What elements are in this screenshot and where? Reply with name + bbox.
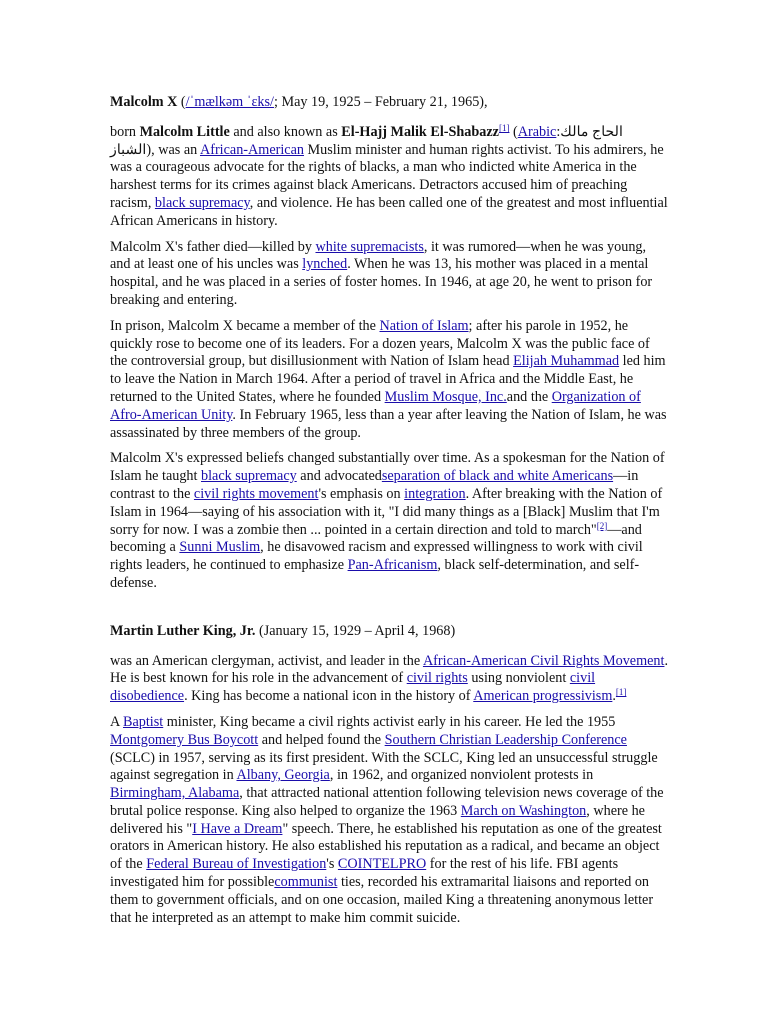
mlk-heading: [110, 623, 670, 641]
text-run: , black self-determination, and self-defense.: [110, 557, 640, 591]
text-run: Malcolm X's expressed beliefs changed substantially over time. As a spokesman for the Nation of Islam he taught: [110, 450, 665, 485]
text-run: . After breaking with the Nation of Islam in 1964—saying of his association with it, "I did many things as a [Black] Muslim that I'm sorry for now. I was a zombie then ... pointed in a certain direction and told to march": [110, 485, 663, 538]
white-supremacists-link[interactable]: white supremacists: [315, 238, 424, 255]
text-run: minister, King became a civil rights activist early in his career. He led the 1955: [163, 713, 616, 730]
civil-disobedience-link[interactable]: civil disobedience: [110, 670, 596, 705]
arabic-link[interactable]: Arabic: [517, 123, 557, 140]
text-run: for the rest of his life. FBI agents investigated him for possible: [110, 856, 619, 891]
malcolm-x-paragraph-2: [110, 239, 670, 310]
text-run: . King has become a national icon in the history of: [184, 688, 474, 705]
text-run: and helped found the: [258, 731, 385, 748]
text-run: ), was an: [146, 141, 200, 158]
text-run: 's emphasis on: [318, 485, 405, 502]
text-run: . He is best known for his role in the advancement of: [110, 652, 669, 687]
civil-rights-movement-link[interactable]: civil rights movement: [193, 485, 319, 502]
document-body: [110, 94, 670, 935]
pan-africanism-link[interactable]: Pan-Africanism: [347, 557, 438, 574]
text-run: " speech. There, he established his reputation as one of the greatest orators in American history. He also established his reputation as a radical, and became an object of the: [110, 820, 662, 873]
sunni-muslim-link[interactable]: Sunni Muslim: [179, 539, 261, 556]
cointelpro-link[interactable]: COINTELPRO: [337, 856, 427, 873]
march-on-washington-link[interactable]: March on Washington: [460, 802, 587, 819]
civil-rights-link[interactable]: civil rights: [406, 670, 468, 687]
bus-boycott-link[interactable]: Montgomery Bus Boycott: [110, 731, 259, 748]
ipa-link[interactable]: /ˈmælkəm ˈɛks/: [185, 94, 274, 110]
birth-name: Malcolm Little: [139, 123, 230, 140]
text-run: , it was rumored—when he was young, and at least one of his uncles was: [110, 238, 647, 273]
text-run: .: [612, 688, 616, 705]
communist-link[interactable]: communist: [274, 874, 338, 891]
fbi-link[interactable]: Federal Bureau of Investigation: [146, 856, 327, 873]
malcolm-x-paragraph-3: [110, 318, 670, 443]
text-run: In prison, Malcolm X became a member of the: [110, 317, 380, 334]
elijah-muhammad-link[interactable]: Elijah Muhammad: [513, 353, 620, 370]
text-run: and the: [506, 388, 552, 405]
text-run: and also known as: [229, 123, 342, 140]
mlk-paragraph-1: [110, 653, 670, 706]
nation-of-islam-link[interactable]: Nation of Islam: [379, 317, 469, 334]
text-run: A: [110, 713, 124, 730]
text-run: led him to leave the Nation in March 1964. After a period of travel in Africa and the Middle East, he returned to the United States, where he founded: [110, 353, 666, 405]
text-run: ; after his parole in 1952, he quickly rose to become one of its leaders. For a dozen years, Malcolm X was the public face of the controversial group, but disillusionment with Nation of Islam head: [110, 317, 650, 370]
text-run: was an American clergyman, activist, and leader in the: [110, 652, 423, 669]
text-run: —and becoming a: [110, 521, 642, 556]
muslim-mosque-link[interactable]: Muslim Mosque, Inc.: [384, 388, 507, 405]
reference-link-1[interactable]: [1]: [498, 122, 510, 133]
sclc-link[interactable]: Southern Christian Leadership Conference: [384, 731, 627, 748]
text-run: and advocated: [296, 468, 382, 485]
text-run: . In February 1965, less than a year after leaving the Nation of Islam, he was assassinated by three members of the group.: [110, 406, 667, 441]
mlk-name: Martin Luther King, Jr.: [110, 622, 256, 639]
paren: (: [180, 94, 186, 110]
text-run: (SCLC) in 1957, serving as its first president. With the SCLC, King led an unsuccessful struggle against segregation in: [110, 749, 658, 784]
integration-link[interactable]: integration: [404, 485, 466, 502]
text-run: using nonviolent: [467, 670, 570, 687]
text-run: , that attracted national attention following television news coverage of the brutal police response. King also helped to organize the 1963: [110, 785, 664, 819]
baptist-link[interactable]: Baptist: [123, 713, 164, 730]
text-run: . When he was 13, his mother was placed in a mental hospital, and he was placed in a series of foster homes. In 1946, at age 20, he went to prison for breaking and entering.: [110, 256, 653, 308]
arabic-text: :الحاج مالك الشباز: [110, 123, 623, 158]
aacrm-link[interactable]: African-American Civil Rights Movement: [422, 652, 665, 669]
african-american-link[interactable]: African-American: [199, 141, 304, 158]
mlk-dates: (January 15, 1929 – April 4, 1968): [255, 622, 456, 639]
separation-link[interactable]: separation of black and white Americans: [381, 468, 614, 485]
black-supremacy-link[interactable]: black supremacy: [154, 194, 250, 211]
section-spacer: [110, 601, 670, 623]
text-run: , he disavowed racism and expressed willingness to work with civil rights leaders, he continued to emphasize: [110, 539, 643, 574]
american-progressivism-link[interactable]: American progressivism: [473, 688, 613, 705]
albany-link[interactable]: Albany, Georgia: [236, 767, 330, 784]
text-run: —in contrast to the: [110, 468, 639, 502]
malcolm-x-name: Malcolm X: [110, 94, 178, 110]
text-run: ties, recorded his extramarital liaisons and reported on them to government officials, and on one occasion, mailed King a threatening anonymous letter that he interpreted as an attempt to make him commit suicide.: [110, 874, 654, 926]
lynched-link[interactable]: lynched: [302, 256, 348, 273]
text-run: , and violence. He has been called one of the greatest and most influential African Americans in history.: [110, 194, 668, 229]
text-run: , where he delivered his ": [110, 802, 645, 837]
reference-link-3[interactable]: [1]: [615, 687, 627, 698]
black-supremacy-link-2[interactable]: black supremacy: [201, 468, 297, 485]
malcolm-x-heading: [110, 94, 670, 112]
oaau-link[interactable]: Organization of Afro-American Unity: [110, 388, 641, 423]
text-run: , in 1962, and organized nonviolent protests in: [329, 767, 594, 784]
mlk-paragraph-2: [110, 714, 670, 928]
text-run: Muslim minister and human rights activist. To his admirers, he was a courageous advocate for the rights of blacks, a man who indicted white America in the harshest terms for its crimes against black Americans. Detractors accused him of preaching racism,: [110, 141, 664, 211]
malcolm-x-paragraph-4: [110, 450, 670, 592]
reference-link-2[interactable]: [2]: [596, 520, 608, 531]
text-run: Malcolm X's father died—killed by: [110, 238, 316, 255]
alias-name: El-Hajj Malik El-Shabazz: [341, 123, 499, 140]
text-run: 's: [326, 856, 338, 873]
text-run: born: [110, 123, 140, 140]
i-have-a-dream-link[interactable]: I Have a Dream: [192, 820, 283, 837]
birmingham-link[interactable]: Birmingham, Alabama: [110, 785, 240, 802]
text-run: (: [509, 123, 518, 140]
malcolm-x-dates: ; May 19, 1925 – February 21, 1965),: [273, 94, 488, 110]
malcolm-x-paragraph-1: [110, 124, 670, 231]
